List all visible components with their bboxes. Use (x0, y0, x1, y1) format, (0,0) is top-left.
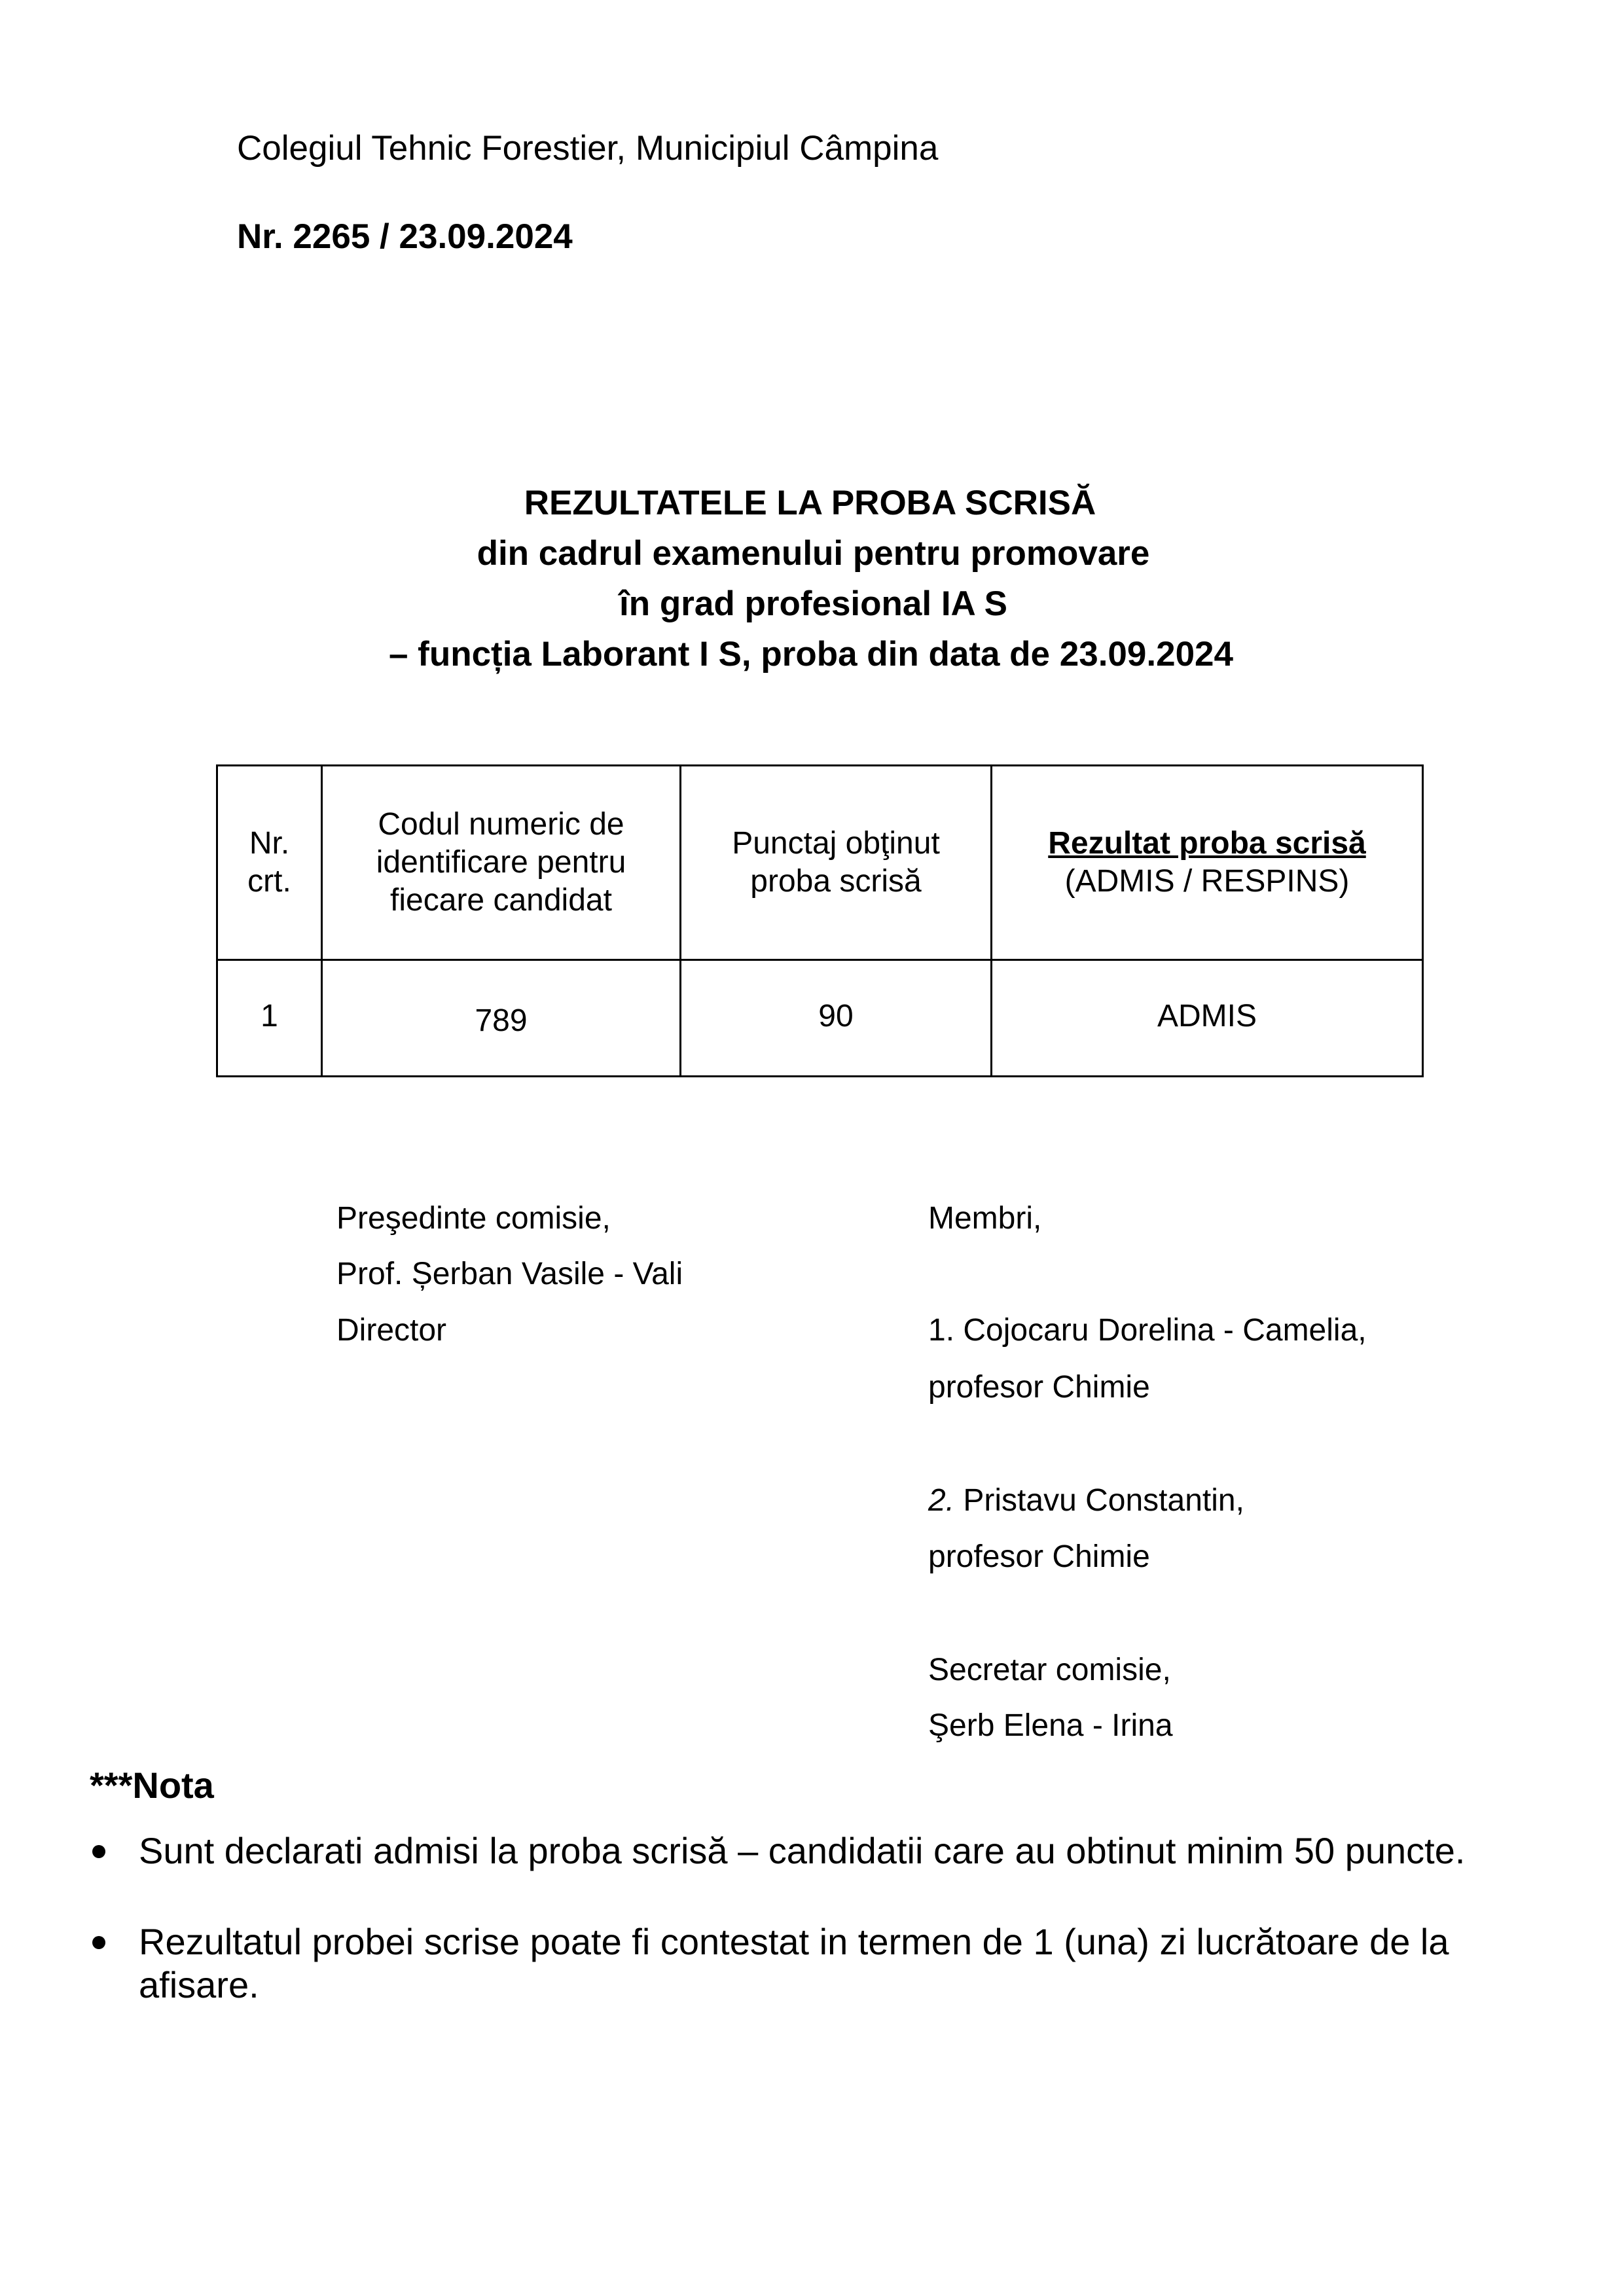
note-item-text: Rezultatul probei scrise poate fi contestat in termen de 1 (una) zi lucrătoare de la afisare. (139, 1921, 1449, 2005)
header-nr-crt (217, 766, 322, 960)
secretary-name: Şerb Elena - Irina (928, 1708, 1173, 1743)
bullet-icon (92, 1845, 105, 1858)
member-2-number: 2. (928, 1483, 955, 1518)
institution-name: Colegiul Tehnic Forestier, Municipiul Câmpina (237, 129, 939, 168)
list-item (90, 1920, 1549, 2007)
note-title: ***Nota (90, 1765, 214, 1806)
note-item-text: Sunt declarati admisi la proba scrisă – candidatii care au obtinut minim 50 puncte. (139, 1830, 1466, 1871)
member-2-name: Pristavu Constantin, (963, 1483, 1244, 1518)
title-line-3: în grad profesional IA S (619, 584, 1007, 623)
member-1-name: 1. Cojocaru Dorelina - Camelia, (928, 1313, 1367, 1348)
table-header-row (217, 766, 1423, 960)
header-code-line-3: fiecare candidat (390, 883, 612, 918)
president-title: Director (336, 1313, 447, 1348)
cell-code: 789 (322, 960, 681, 1077)
header-nr-line-2: crt. (247, 864, 291, 899)
header-score-line-2: proba scrisă (750, 864, 922, 899)
header-code-line-1: Codul numeric de (378, 807, 624, 842)
header-result-line-1: Rezultat proba scrisă (1048, 826, 1366, 861)
list-item (90, 1829, 1549, 1873)
members-heading: Membri, (928, 1201, 1042, 1236)
results-table (216, 764, 1424, 1077)
title-line-1: REZULTATELE LA PROBA SCRISĂ (524, 484, 1096, 522)
header-nr-line-1: Nr. (249, 826, 290, 861)
cell-result: ADMIS (992, 960, 1423, 1077)
secretary-role: Secretar comisie, (928, 1653, 1171, 1687)
header-candidate-code (322, 766, 681, 960)
registration-number: Nr. 2265 / 23.09.2024 (237, 217, 573, 256)
header-code-line-2: identificare pentru (376, 845, 626, 880)
cell-nr: 1 (217, 960, 322, 1077)
cell-score: 90 (681, 960, 992, 1077)
member-2-line (928, 1482, 1244, 1520)
member-1-title: profesor Chimie (928, 1370, 1150, 1405)
president-role: Preşedinte comisie, (336, 1201, 611, 1236)
table-row (217, 960, 1423, 1077)
member-2-title: profesor Chimie (928, 1539, 1150, 1574)
title-line-2: din cadrul examenului pentru promovare (477, 534, 1150, 573)
header-result (992, 766, 1423, 960)
bullet-icon (92, 1936, 105, 1949)
header-score-line-1: Punctaj obţinut (732, 826, 940, 861)
title-line-4: – funcția Laborant I S, proba din data de 23.09.2024 (388, 635, 1234, 673)
header-result-line-2: (ADMIS / RESPINS) (1064, 864, 1350, 899)
document-title (0, 478, 1624, 679)
note-list (90, 1829, 1549, 2054)
header-score (681, 766, 992, 960)
president-name: Prof. Șerban Vasile - Vali (336, 1257, 683, 1291)
